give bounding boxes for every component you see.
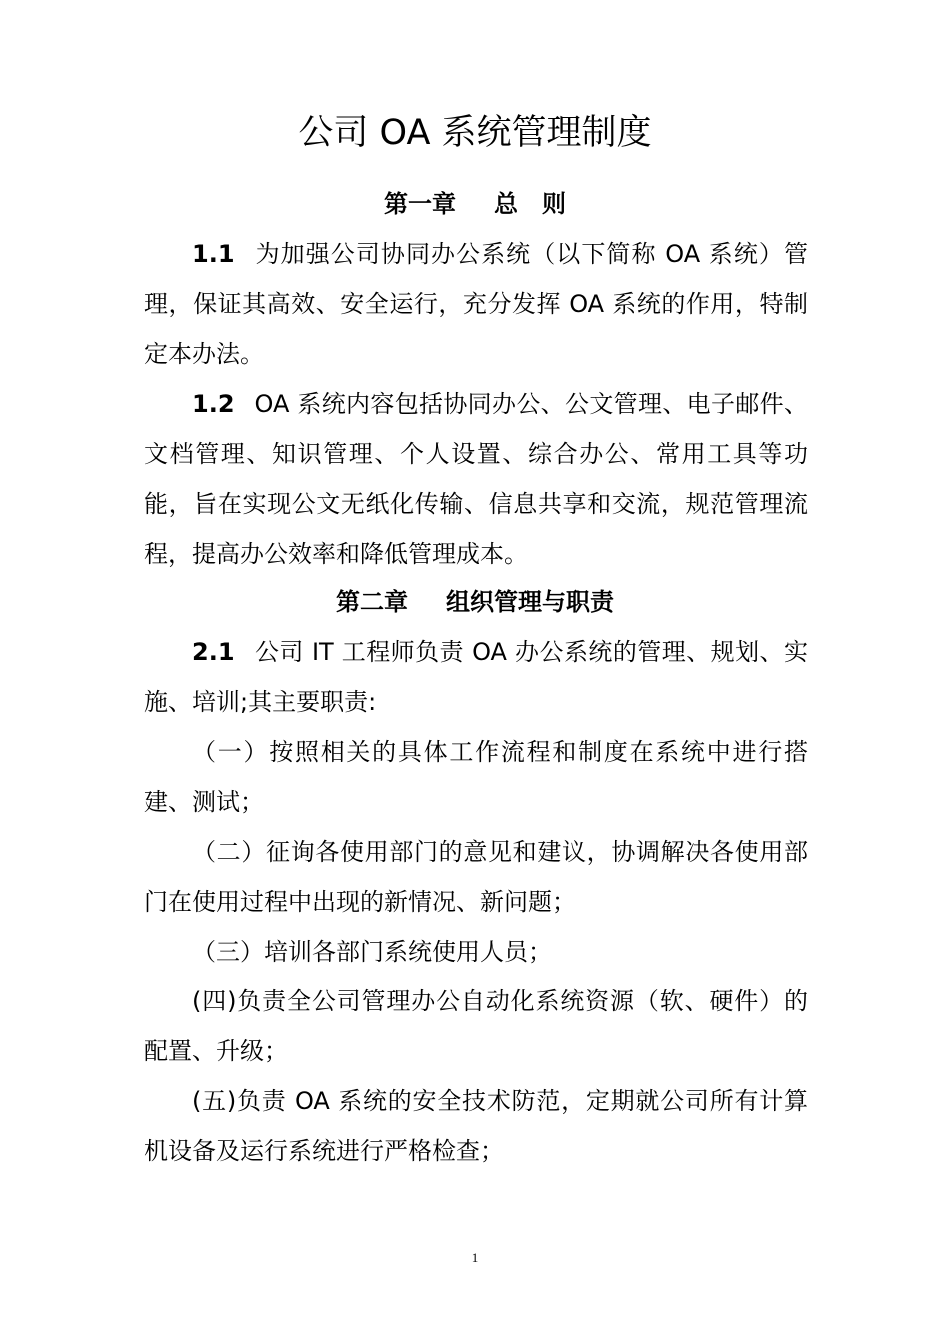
page-number: 1: [471, 1250, 479, 1265]
document-title: 公司 OA 系统管理制度: [298, 113, 652, 153]
clause-number: 1.2: [192, 390, 235, 418]
duty-item-5: (五)负责 OA 系统的安全技术防范，定期就公司所有计算机设备及运行系统进行严格检查；: [144, 1087, 808, 1165]
paragraph-1-1: [144, 229, 808, 379]
chapter-2-name: 组织管理与职责: [446, 588, 614, 616]
paragraph-2-1: [144, 627, 808, 727]
clause-number: 2.1: [192, 638, 235, 666]
chapter-1-name: 总 则: [494, 190, 566, 218]
chapter-2-label: 第二章: [336, 588, 408, 616]
duty-item-1: （一）按照相关的具体工作流程和制度在系统中进行搭建、测试；: [144, 738, 808, 816]
clause-number: 1.1: [192, 240, 235, 268]
chapter-1-heading: [0, 188, 950, 220]
clause-text: 为加强公司协同办公系统（以下简称 OA 系统）管理，保证其高效、安全运行，充分发挥 OA 系统的作用，特制定本办法。: [144, 240, 808, 368]
duty-item-4: (四)负责全公司管理办公自动化系统资源（软、硬件）的配置、升级；: [144, 987, 808, 1065]
clause-text: 公司 IT 工程师负责 OA 办公系统的管理、规划、实施、培训;其主要职责:: [144, 638, 808, 716]
paragraph-1-2: [144, 379, 808, 579]
chapter-1-label: 第一章: [384, 190, 456, 218]
clause-text: OA 系统内容包括协同办公、公文管理、电子邮件、文档管理、知识管理、个人设置、综合办公、常用工具等功能，旨在实现公文无纸化传输、信息共享和交流，规范管理流程，提高办公效率和降低管理成本。: [144, 390, 808, 568]
duty-item-3: （三）培训各部门系统使用人员；: [192, 938, 552, 966]
duty-item-2: （二）征询各使用部门的意见和建议，协调解决各使用部门在使用过程中出现的新情况、新问题；: [144, 838, 808, 916]
chapter-2-heading: [0, 586, 950, 618]
